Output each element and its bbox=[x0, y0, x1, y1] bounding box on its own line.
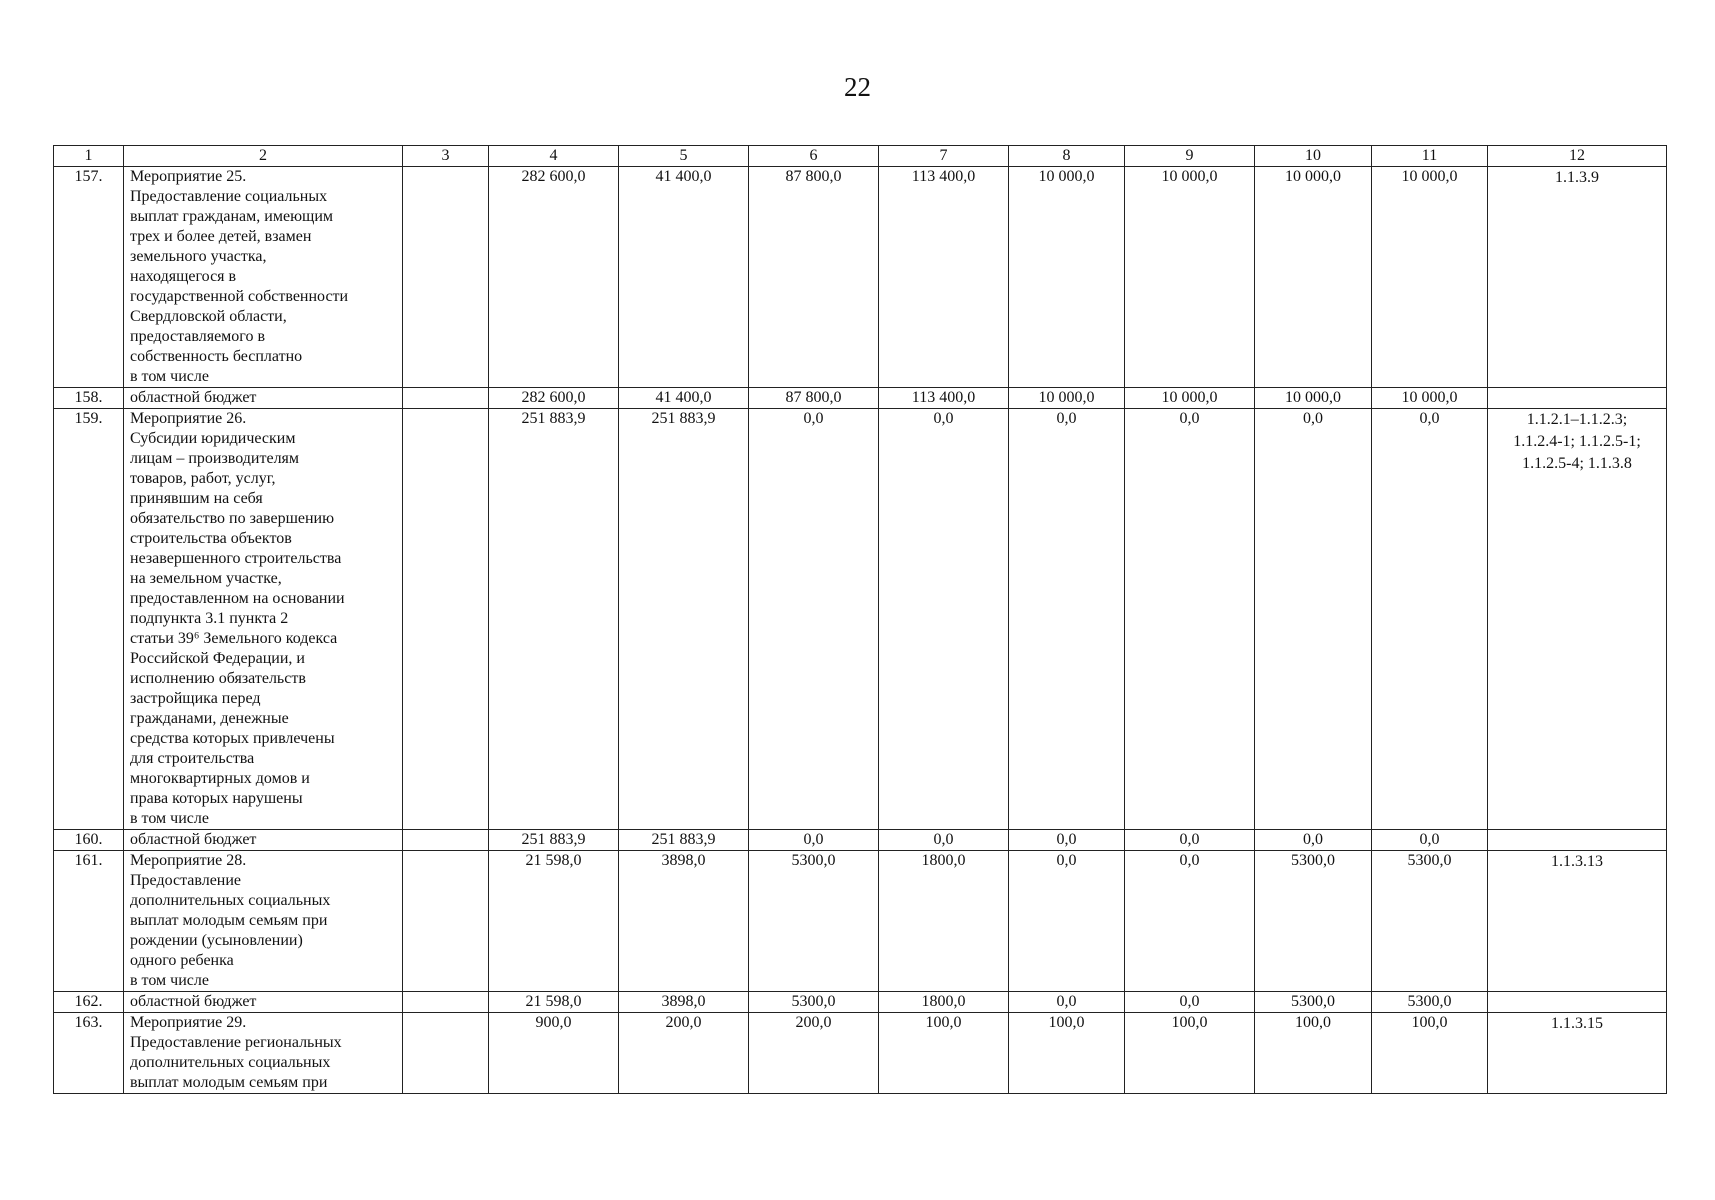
amount-cell: 100,0 bbox=[1009, 1013, 1125, 1094]
amount-cell: 0,0 bbox=[1372, 409, 1488, 830]
description-line: права которых нарушены bbox=[130, 790, 303, 807]
description-line: исполнению обязательств bbox=[130, 670, 306, 687]
amount-cell: 0,0 bbox=[1125, 992, 1255, 1013]
description-line: подпункта 3.1 пункта 2 bbox=[130, 610, 289, 627]
column-3-cell bbox=[403, 167, 489, 388]
column-header: 11 bbox=[1372, 146, 1488, 167]
table-row bbox=[54, 1013, 1667, 1094]
amount-cell: 251 883,9 bbox=[489, 409, 619, 830]
amount-cell: 41 400,0 bbox=[619, 388, 749, 409]
amount-cell: 5300,0 bbox=[1255, 992, 1372, 1013]
column-header: 9 bbox=[1125, 146, 1255, 167]
description-line: Мероприятие 28. bbox=[130, 852, 247, 869]
amount-cell: 10 000,0 bbox=[1009, 388, 1125, 409]
target-codes-cell bbox=[1488, 851, 1667, 992]
target-code: 1.1.3.9 bbox=[1555, 169, 1599, 186]
target-codes-cell bbox=[1488, 992, 1667, 1013]
target-codes-cell bbox=[1488, 388, 1667, 409]
table-row bbox=[54, 992, 1667, 1013]
description-line: находящегося в bbox=[130, 268, 237, 285]
description-line: дополнительных социальных bbox=[130, 892, 331, 909]
amount-cell: 0,0 bbox=[879, 830, 1009, 851]
amount-cell: 10 000,0 bbox=[1255, 388, 1372, 409]
column-3-cell bbox=[403, 388, 489, 409]
target-code: 1.1.2.1–1.1.2.3; bbox=[1526, 411, 1628, 428]
description-line: трех и более детей, взамен bbox=[130, 228, 312, 245]
amount-cell: 113 400,0 bbox=[879, 167, 1009, 388]
amount-cell: 10 000,0 bbox=[1372, 167, 1488, 388]
amount-cell: 282 600,0 bbox=[489, 167, 619, 388]
description-line: Субсидии юридическим bbox=[130, 430, 296, 447]
amount-cell: 200,0 bbox=[619, 1013, 749, 1094]
description-line: областной бюджет bbox=[130, 389, 257, 406]
description-line: Предоставление bbox=[130, 872, 242, 889]
column-header: 3 bbox=[403, 146, 489, 167]
amount-cell: 10 000,0 bbox=[1125, 167, 1255, 388]
amount-cell: 251 883,9 bbox=[489, 830, 619, 851]
description-line: Мероприятие 26. bbox=[130, 410, 247, 427]
description-line: в том числе bbox=[130, 368, 209, 385]
description-line: строительства объектов bbox=[130, 530, 292, 547]
description-line: предоставляемого в bbox=[130, 328, 266, 345]
target-code: 1.1.3.15 bbox=[1551, 1015, 1603, 1032]
table-row bbox=[54, 830, 1667, 851]
amount-cell: 0,0 bbox=[1009, 992, 1125, 1013]
row-description bbox=[124, 409, 403, 830]
description-line: выплат молодым семьям при bbox=[130, 912, 328, 929]
table-row bbox=[54, 388, 1667, 409]
amount-cell: 0,0 bbox=[1255, 409, 1372, 830]
amount-cell: 5300,0 bbox=[749, 851, 879, 992]
row-description bbox=[124, 992, 403, 1013]
description-line: выплат молодым семьям при bbox=[130, 1074, 328, 1091]
description-line: областной бюджет bbox=[130, 993, 257, 1010]
description-line: многоквартирных домов и bbox=[130, 770, 310, 787]
description-line: принявшим на себя bbox=[130, 490, 263, 507]
description-line: Предоставление социальных bbox=[130, 188, 328, 205]
row-number: 157. bbox=[54, 167, 124, 388]
column-3-cell bbox=[403, 409, 489, 830]
row-description bbox=[124, 830, 403, 851]
description-line: застройщика перед bbox=[130, 690, 261, 707]
amount-cell: 0,0 bbox=[1009, 851, 1125, 992]
amount-cell: 21 598,0 bbox=[489, 992, 619, 1013]
row-number: 158. bbox=[54, 388, 124, 409]
amount-cell: 87 800,0 bbox=[749, 388, 879, 409]
amount-cell: 87 800,0 bbox=[749, 167, 879, 388]
amount-cell: 21 598,0 bbox=[489, 851, 619, 992]
target-codes-cell bbox=[1488, 409, 1667, 830]
description-line: Российской Федерации, и bbox=[130, 650, 305, 667]
column-3-cell bbox=[403, 1013, 489, 1094]
amount-cell: 0,0 bbox=[1372, 830, 1488, 851]
column-header: 12 bbox=[1488, 146, 1667, 167]
amount-cell: 100,0 bbox=[1125, 1013, 1255, 1094]
amount-cell: 0,0 bbox=[749, 409, 879, 830]
amount-cell: 100,0 bbox=[1372, 1013, 1488, 1094]
description-line: земельного участка, bbox=[130, 248, 267, 265]
page-number: 22 bbox=[844, 72, 871, 102]
description-line: статьи 39⁶ Земельного кодекса bbox=[130, 630, 338, 647]
table-row bbox=[54, 851, 1667, 992]
amount-cell: 0,0 bbox=[1255, 830, 1372, 851]
row-description bbox=[124, 851, 403, 992]
amount-cell: 10 000,0 bbox=[1255, 167, 1372, 388]
amount-cell: 100,0 bbox=[879, 1013, 1009, 1094]
description-line: дополнительных социальных bbox=[130, 1054, 331, 1071]
amount-cell: 0,0 bbox=[1125, 409, 1255, 830]
description-line: одного ребенка bbox=[130, 952, 234, 969]
target-code: 1.1.3.13 bbox=[1551, 853, 1603, 870]
column-header: 5 bbox=[619, 146, 749, 167]
amount-cell: 0,0 bbox=[879, 409, 1009, 830]
description-line: собственность бесплатно bbox=[130, 348, 303, 365]
description-line: Свердловской области, bbox=[130, 308, 287, 325]
description-line: предоставленном на основании bbox=[130, 590, 345, 607]
description-line: на земельном участке, bbox=[130, 570, 282, 587]
amount-cell: 0,0 bbox=[1009, 830, 1125, 851]
column-header: 7 bbox=[879, 146, 1009, 167]
description-line: товаров, работ, услуг, bbox=[130, 470, 276, 487]
description-line: в том числе bbox=[130, 810, 209, 827]
amount-cell: 0,0 bbox=[1125, 851, 1255, 992]
column-header: 8 bbox=[1009, 146, 1125, 167]
row-number: 161. bbox=[54, 851, 124, 992]
amount-cell: 10 000,0 bbox=[1125, 388, 1255, 409]
amount-cell: 900,0 bbox=[489, 1013, 619, 1094]
amount-cell: 3898,0 bbox=[619, 851, 749, 992]
amount-cell: 3898,0 bbox=[619, 992, 749, 1013]
description-line: выплат гражданам, имеющим bbox=[130, 208, 334, 225]
description-line: Мероприятие 25. bbox=[130, 168, 247, 185]
amount-cell: 100,0 bbox=[1255, 1013, 1372, 1094]
column-header: 4 bbox=[489, 146, 619, 167]
description-line: рождении (усыновлении) bbox=[130, 932, 303, 949]
description-line: областной бюджет bbox=[130, 831, 257, 848]
amount-cell: 10 000,0 bbox=[1009, 167, 1125, 388]
amount-cell: 0,0 bbox=[1125, 830, 1255, 851]
header-row bbox=[54, 146, 1667, 167]
description-line: средства которых привлечены bbox=[130, 730, 335, 747]
amount-cell: 5300,0 bbox=[749, 992, 879, 1013]
description-line: государственной собственности bbox=[130, 288, 349, 305]
budget-table bbox=[53, 145, 1667, 1094]
row-number: 159. bbox=[54, 409, 124, 830]
amount-cell: 251 883,9 bbox=[619, 409, 749, 830]
amount-cell: 113 400,0 bbox=[879, 388, 1009, 409]
target-code: 1.1.2.5-4; 1.1.3.8 bbox=[1522, 455, 1632, 472]
description-line: гражданами, денежные bbox=[130, 710, 289, 727]
amount-cell: 5300,0 bbox=[1372, 851, 1488, 992]
target-code: 1.1.2.4-1; 1.1.2.5-1; bbox=[1513, 433, 1641, 450]
row-description bbox=[124, 388, 403, 409]
description-line: Мероприятие 29. bbox=[130, 1014, 247, 1031]
column-header: 2 bbox=[124, 146, 403, 167]
amount-cell: 5300,0 bbox=[1255, 851, 1372, 992]
row-number: 162. bbox=[54, 992, 124, 1013]
amount-cell: 251 883,9 bbox=[619, 830, 749, 851]
amount-cell: 200,0 bbox=[749, 1013, 879, 1094]
row-description bbox=[124, 1013, 403, 1094]
amount-cell: 0,0 bbox=[749, 830, 879, 851]
table-row bbox=[54, 409, 1667, 830]
amount-cell: 41 400,0 bbox=[619, 167, 749, 388]
amount-cell: 0,0 bbox=[1009, 409, 1125, 830]
description-line: обязательство по завершению bbox=[130, 510, 335, 527]
table-row bbox=[54, 167, 1667, 388]
column-header: 10 bbox=[1255, 146, 1372, 167]
amount-cell: 1800,0 bbox=[879, 851, 1009, 992]
column-header: 1 bbox=[54, 146, 124, 167]
description-line: незавершенного строительства bbox=[130, 550, 342, 567]
column-header: 6 bbox=[749, 146, 879, 167]
amount-cell: 1800,0 bbox=[879, 992, 1009, 1013]
amount-cell: 10 000,0 bbox=[1372, 388, 1488, 409]
description-line: лицам – производителям bbox=[130, 450, 300, 467]
row-number: 163. bbox=[54, 1013, 124, 1094]
amount-cell: 5300,0 bbox=[1372, 992, 1488, 1013]
target-codes-cell bbox=[1488, 830, 1667, 851]
row-description bbox=[124, 167, 403, 388]
amount-cell: 282 600,0 bbox=[489, 388, 619, 409]
column-3-cell bbox=[403, 992, 489, 1013]
description-line: для строительства bbox=[130, 750, 255, 767]
table-body bbox=[54, 146, 1667, 1094]
column-3-cell bbox=[403, 851, 489, 992]
column-3-cell bbox=[403, 830, 489, 851]
description-line: в том числе bbox=[130, 972, 209, 989]
target-codes-cell bbox=[1488, 167, 1667, 388]
row-number: 160. bbox=[54, 830, 124, 851]
target-codes-cell bbox=[1488, 1013, 1667, 1094]
description-line: Предоставление региональных bbox=[130, 1034, 342, 1051]
